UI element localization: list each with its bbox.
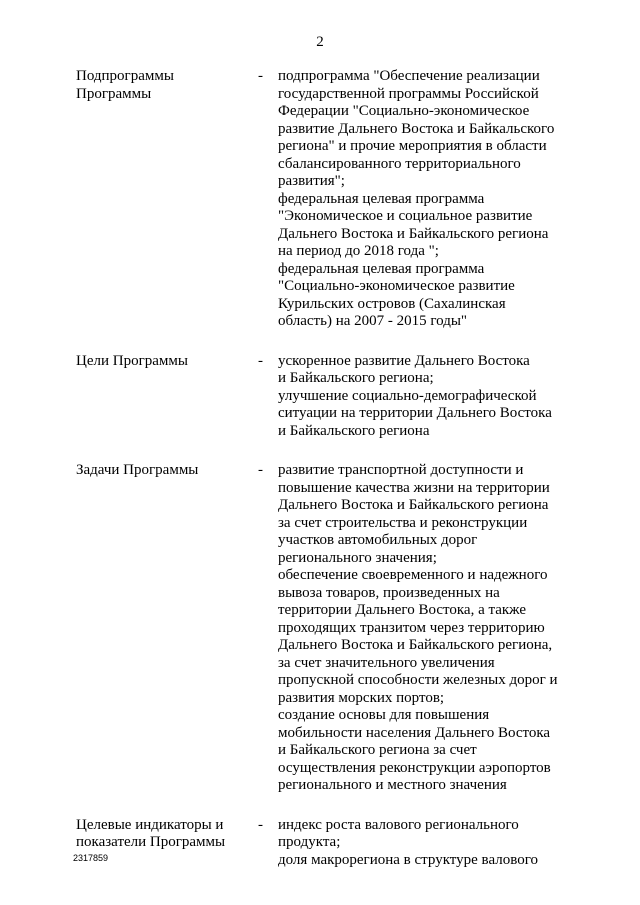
body-line: создание основы для повышения <box>278 707 490 723</box>
body-line: ускоренное развитие Дальнего Востока <box>278 352 530 369</box>
body-line: и Байкальского региона <box>278 422 430 439</box>
label-line: показатели Программы <box>76 834 226 850</box>
body-line: осуществления реконструкции аэропортов <box>278 759 551 776</box>
body-line: "Социально-экономическое развитие <box>278 278 515 294</box>
row-label <box>76 68 246 103</box>
row-label <box>76 353 246 371</box>
row-body <box>278 462 568 795</box>
body-line: государственной программы Российской <box>278 85 539 102</box>
body-line: регионального и местного значения <box>278 777 507 793</box>
row-dash: - <box>258 462 263 478</box>
body-line: индекс роста валового регионального <box>278 816 519 833</box>
body-line: Дальнего Востока и Байкальского региона <box>278 497 549 513</box>
body-line: развитие Дальнего Востока и Байкальского <box>278 120 555 137</box>
page-number: 2 <box>316 34 324 50</box>
program-passport <box>0 68 640 869</box>
document-code: 2317859 <box>73 853 109 863</box>
body-line: область) на 2007 - 2015 годы" <box>278 313 468 329</box>
body-line: участков автомобильных дорог <box>278 532 478 548</box>
body-line: Дальнего Востока и Байкальского региона, <box>278 637 553 653</box>
label-line: Программы <box>76 85 152 102</box>
body-line: за счет строительства и реконструкции <box>278 514 528 531</box>
body-line: федеральная целевая программа <box>278 190 485 207</box>
row-body <box>278 68 568 331</box>
passport-row-subprograms <box>0 68 640 331</box>
body-line: мобильности населения Дальнего Востока <box>278 724 551 741</box>
body-line: улучшение социально-демографической <box>278 387 537 404</box>
body-line: Федерации "Социально-экономическое <box>278 103 530 119</box>
body-line: Дальнего Востока и Байкальского региона <box>278 225 549 242</box>
body-line: регионального значения; <box>278 549 437 566</box>
body-line: региона" и прочие мероприятия в области <box>278 138 547 154</box>
label-line: Целевые индикаторы и <box>76 816 224 833</box>
body-line: доля макрорегиона в структуре валового <box>278 851 538 868</box>
body-line: подпрограмма "Обеспечение реализации <box>278 68 540 84</box>
body-line: Курильских островов (Сахалинская <box>278 295 506 312</box>
body-line: "Экономическое и социальное развитие <box>278 208 533 224</box>
row-body <box>278 353 568 441</box>
label-line: Цели Программы <box>76 352 188 369</box>
passport-row-goals <box>0 353 640 441</box>
body-line: развития"; <box>278 173 345 189</box>
body-line: за счет значительного увеличения <box>278 654 495 671</box>
body-line: ситуации на территории Дальнего Востока <box>278 405 552 421</box>
label-line: Подпрограммы <box>76 68 174 84</box>
row-dash: - <box>258 352 263 369</box>
body-line: продукта; <box>278 834 341 850</box>
row-label <box>76 462 246 480</box>
body-line: проходящих транзитом через территорию <box>278 619 545 636</box>
body-line: и Байкальского региона за счет <box>278 742 477 758</box>
body-line: федеральная целевая программа <box>278 260 485 277</box>
passport-row-tasks <box>0 462 640 795</box>
row-dash: - <box>258 68 263 84</box>
body-line: и Байкальского региона; <box>278 370 434 386</box>
body-line: сбалансированного территориального <box>278 155 521 172</box>
body-line: обеспечение своевременного и надежного <box>278 567 548 583</box>
label-line: Задачи Программы <box>76 462 199 478</box>
body-line: развитие транспортной доступности и <box>278 462 524 478</box>
body-line: развития морских портов; <box>278 689 445 706</box>
row-label <box>76 817 246 852</box>
body-line: вывоза товаров, произведенных на <box>278 584 500 601</box>
body-line: территории Дальнего Востока, а также <box>278 602 526 618</box>
row-dash: - <box>258 816 263 833</box>
body-line: пропускной способности железных дорог и <box>278 672 558 688</box>
body-line: на период до 2018 года "; <box>278 243 439 259</box>
row-body <box>278 817 568 870</box>
body-line: повышение качества жизни на территории <box>278 479 550 496</box>
